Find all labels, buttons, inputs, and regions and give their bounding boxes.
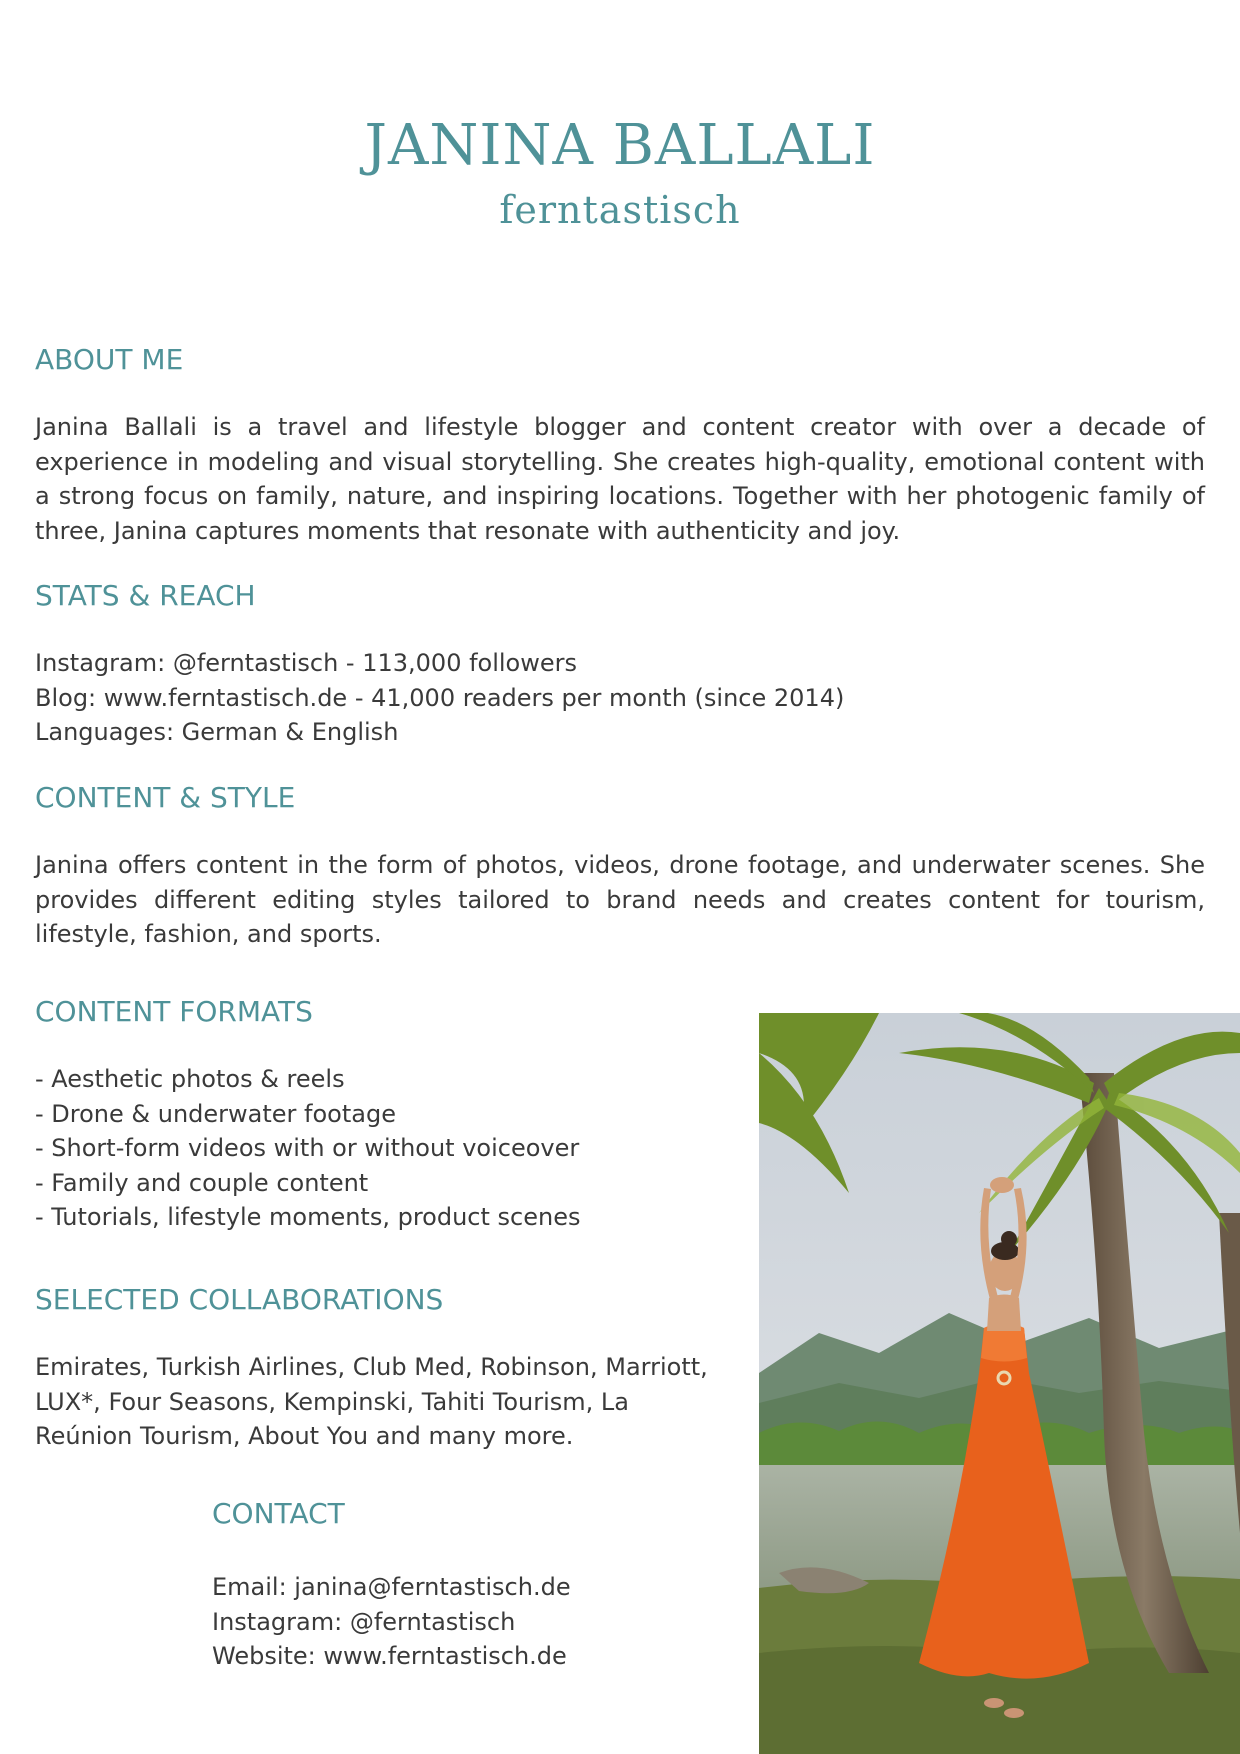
- collaborations-line: Emirates, Turkish Airlines, Club Med, Robinson, Marriott,: [35, 1353, 708, 1381]
- stats-list: [35, 646, 844, 750]
- contact-heading: CONTACT: [212, 1497, 345, 1530]
- profile-photo: [759, 1013, 1240, 1754]
- stats-blog: Blog: www.ferntastisch.de - 41,000 readers per month (since 2014): [35, 683, 845, 712]
- list-item: - Tutorials, lifestyle moments, product scenes: [35, 1203, 581, 1231]
- contact-instagram: Instagram: @ferntastisch: [212, 1607, 516, 1636]
- list-item: - Drone & underwater footage: [35, 1099, 396, 1128]
- collaborations-heading: SELECTED COLLABORATIONS: [35, 1283, 444, 1316]
- collaborations-line: Reúnion Tourism, About You and many more.: [35, 1422, 574, 1450]
- stats-instagram: Instagram: @ferntastisch - 113,000 followers: [35, 649, 578, 677]
- page-subtitle: ferntastisch: [499, 188, 741, 232]
- stats-languages: Languages: German & English: [35, 718, 399, 746]
- list-item: - Family and couple content: [35, 1168, 369, 1197]
- list-item: - Short-form videos with or without voiceover: [35, 1134, 580, 1162]
- list-item: - Aesthetic photos & reels: [35, 1065, 345, 1093]
- contact-website: Website: www.ferntastisch.de: [212, 1642, 567, 1670]
- stats-heading: STATS & REACH: [35, 579, 256, 612]
- contact-email: Email: janina@ferntastisch.de: [212, 1573, 571, 1601]
- collaborations-line: LUX*, Four Seasons, Kempinski, Tahiti Tourism, La: [35, 1387, 629, 1416]
- collaborations-text: [35, 1350, 708, 1454]
- about-heading: ABOUT ME: [35, 343, 184, 376]
- style-text: Janina offers content in the form of photos, videos, drone footage, and underwater scenes. She provides different editing styles tailored to brand needs and creates content for tourism, lifestyle, fashion, and sports.: [35, 851, 1205, 948]
- page-title: JANINA BALLALI: [364, 113, 876, 178]
- formats-list: [35, 1062, 580, 1235]
- contact-list: [212, 1570, 571, 1674]
- about-text: Janina Ballali is a travel and lifestyle blogger and content creator with over a decade of experience in modeling and visual storytelling. She creates high-quality, emotional content with a strong focus on family, nature, and inspiring locations. Together with her photogenic family of three, Janina captures moments that resonate with authenticity and joy.: [35, 413, 1205, 545]
- style-heading: CONTENT & STYLE: [35, 781, 296, 814]
- formats-heading: CONTENT FORMATS: [35, 995, 313, 1028]
